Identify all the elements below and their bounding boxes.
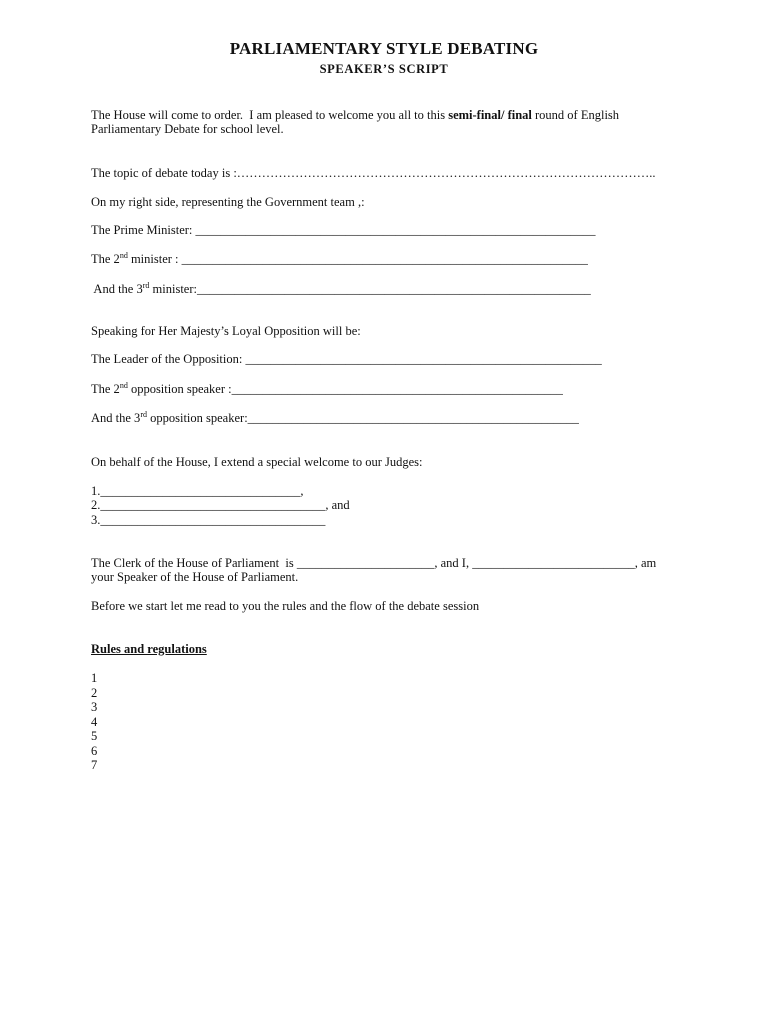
rule-number: 4 xyxy=(91,714,98,729)
third-opposition-blank: opposition speaker:_____________________________________________________ xyxy=(146,411,579,425)
rule-number: 7 xyxy=(91,758,98,772)
third-opposition-line xyxy=(91,411,579,426)
second-minister-line xyxy=(91,252,588,267)
second-minister-blank: minister : _________________________________________________________________ xyxy=(127,252,588,266)
prime-minister-line: The Prime Minister: ________________________________________________________________ xyxy=(91,223,596,237)
second-opposition-ordinal: nd xyxy=(119,381,128,390)
rule-number: 6 xyxy=(91,743,98,758)
judge-2-line: 2.____________________________________, and xyxy=(91,498,350,512)
intro-round-bold: semi-final/ final xyxy=(448,108,532,122)
rule-number: 2 xyxy=(91,685,98,700)
second-opposition-line xyxy=(91,382,563,397)
judge-3-line: 3.____________________________________ xyxy=(91,513,326,527)
government-intro: On my right side, representing the Government team ,: xyxy=(91,195,365,209)
judge-1-line: 1.________________________________, xyxy=(91,484,304,498)
rules-list xyxy=(91,671,97,773)
second-opposition-blank: opposition speaker :_____________________________________________________ xyxy=(127,382,563,396)
intro-line-2: Parliamentary Debate for school level. xyxy=(91,122,284,136)
second-minister-text: The 2 xyxy=(91,252,120,266)
opposition-leader-line: The Leader of the Opposition: _________________________________________________________ xyxy=(91,352,602,366)
third-minister-text: And the 3 xyxy=(91,282,143,296)
before-start-line: Before we start let me read to you the rules and the flow of the debate session xyxy=(91,599,480,613)
second-minister-ordinal: nd xyxy=(119,251,128,260)
rule-number: 3 xyxy=(91,700,98,714)
document-subtitle: SPEAKER’S SCRIPT xyxy=(319,62,449,76)
second-opposition-text: The 2 xyxy=(91,382,120,396)
third-opposition-ordinal: rd xyxy=(140,410,147,419)
third-minister-blank: minister:_______________________________________________________________ xyxy=(149,282,591,296)
intro-line-1 xyxy=(91,108,619,123)
document-title: PARLIAMENTARY STYLE DEBATING xyxy=(229,39,539,58)
rules-heading: Rules and regulations xyxy=(91,642,207,656)
third-opposition-text: And the 3 xyxy=(91,411,141,425)
rule-number: 1 xyxy=(91,671,98,685)
intro-text-a: The House will come to order. I am pleased to welcome you all to this xyxy=(91,108,449,122)
third-minister-ordinal: rd xyxy=(142,281,150,290)
clerk-line-2: your Speaker of the House of Parliament. xyxy=(91,570,299,584)
topic-line: The topic of debate today is :……………………………………………………………………………………….. xyxy=(91,166,656,180)
judges-intro: On behalf of the House, I extend a special welcome to our Judges: xyxy=(91,455,423,469)
opposition-intro: Speaking for Her Majesty’s Loyal Opposition will be: xyxy=(91,324,361,338)
rule-number: 5 xyxy=(91,729,98,743)
third-minister-line xyxy=(91,282,591,297)
intro-text-b: round of English xyxy=(531,108,620,122)
clerk-line-1: The Clerk of the House of Parliament is ______________________, and I, __________________________, am xyxy=(91,556,657,570)
